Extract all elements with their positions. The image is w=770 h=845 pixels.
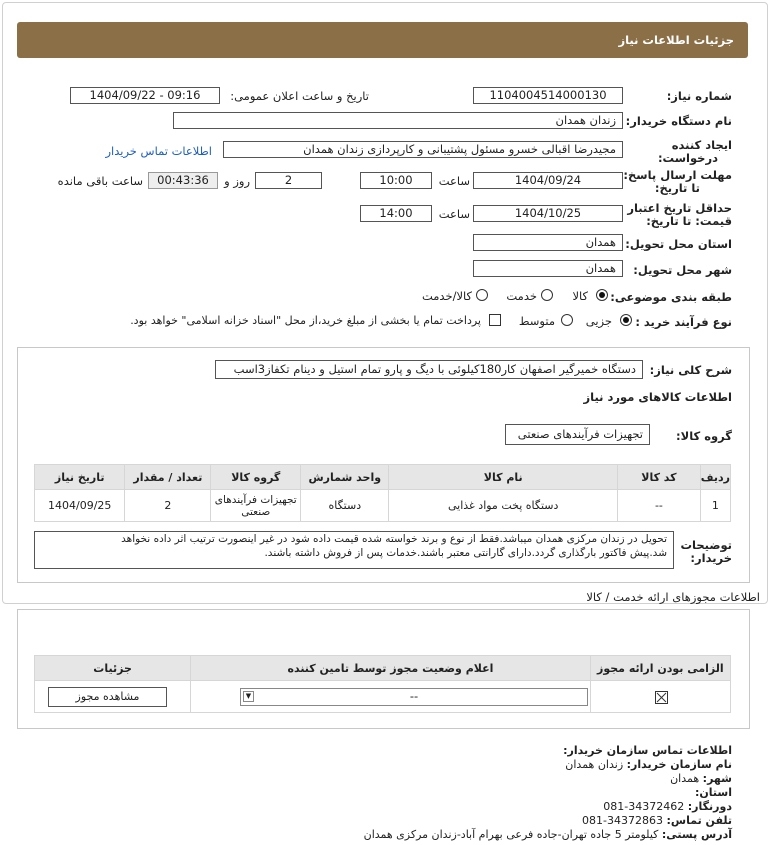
buyer-contact-link[interactable]: اطلاعات تماس خریدار [105,144,212,158]
contact-org-label: نام سازمان خریدار: [626,758,732,771]
creator-label-2: درخواست: [657,151,718,165]
contact-city-label: شهر: [702,772,732,785]
validity-date-field: 1404/10/25 [473,205,623,222]
process-radio-medium[interactable] [561,314,573,326]
announce-label: تاریخ و ساعت اعلان عمومی: [230,89,369,103]
col-group: گروه کالا [211,465,301,490]
dropdown-arrow-icon: ▼ [243,691,254,702]
deadline-days-field: 2 [255,172,322,189]
col-quantity: تعداد / مقدار [125,465,211,490]
cell-code: -- [618,490,701,522]
cross-icon [656,692,667,703]
goods-table-header [35,465,731,490]
category-radio-goods[interactable] [596,289,608,301]
announce-field: 1404/09/22 - 09:16 [70,87,220,104]
notes-label-1: توضیحات [680,538,732,552]
page-title: جزئیات اطلاعات نیاز [618,33,734,47]
validity-label-1: حداقل تاریخ اعتبار [627,201,732,215]
contact-fax-row [603,800,732,813]
cell-row: 1 [700,490,730,522]
cell-quantity: 2 [125,490,211,522]
category-label: طبقه بندی موضوعی: [610,290,732,304]
treasury-checkbox[interactable] [489,314,501,326]
process-option-minor: جزیی [585,314,612,328]
permit-status-value: -- [409,689,419,703]
province-label: استان محل تحویل: [625,237,732,251]
col-row: ردیف [700,465,730,490]
contact-org-row [565,758,732,771]
col-name: نام کالا [389,465,618,490]
deadline-label-1: مهلت ارسال پاسخ: [623,168,732,182]
category-option-goods: کالا [572,289,588,303]
contact-province-label: استان: [695,786,732,799]
city-field: همدان [473,260,623,277]
validity-label-2: قیمت: تا تاریخ: [646,214,732,228]
goods-info-title: اطلاعات کالاهای مورد نیاز [583,390,732,404]
process-option-medium: متوسط [518,314,555,328]
deadline-time-field: 10:00 [360,172,432,189]
remaining-time-field: 00:43:36 [148,172,218,189]
contact-fax-value: 34372462-081 [603,800,685,813]
remaining-time-label: ساعت باقی مانده [57,174,143,188]
col-unit: واحد شمارش [301,465,389,490]
contact-fax-label: دورنگار: [687,800,732,813]
col-permit-required: الزامی بودن ارائه مجوز [590,656,730,681]
cell-name: دستگاه پخت مواد غذایی [389,490,618,522]
notes-field [34,531,674,569]
deadline-days-label: روز و [224,174,250,188]
col-permit-status: اعلام وضعیت مجوز توسط تامین کننده [191,656,591,681]
cell-unit: دستگاه [301,490,389,522]
contact-province-row [695,786,732,799]
contact-phone-value: 34372863-081 [582,814,664,827]
need-number-field: 1104004514000130 [473,87,623,104]
contact-address-row [364,828,732,841]
city-label: شهر محل تحویل: [633,263,732,277]
goods-table [34,464,731,522]
col-code: کد کالا [618,465,701,490]
contact-city-row [670,772,732,785]
view-permit-button[interactable]: مشاهده مجوز [48,687,167,707]
deadline-date-field: 1404/09/24 [473,172,623,189]
summary-label: شرح کلی نیاز: [649,363,732,377]
contact-city-value: همدان [670,772,700,785]
permits-title: اطلاعات مجوزهای ارائه خدمت / کالا [586,590,760,604]
contact-title: اطلاعات تماس سازمان خریدار: [563,744,732,757]
col-need-date: تاریخ نیاز [35,465,125,490]
contact-address-label: آدرس پستی: [661,828,732,841]
notes-line-1: تحویل در زندان مرکزی همدان میباشد.فقط از نوع و برند خواسته شده قیمت داده شود در غیر اینصورت ترتیب اثر داده نخواهد [121,533,667,545]
category-option-service: خدمت [506,289,537,303]
page-header [17,22,748,58]
col-details: جزئیات [35,656,191,681]
validity-time-label: ساعت [438,207,470,221]
process-radio-minor[interactable] [620,314,632,326]
contact-phone-label: تلفن تماس: [666,814,732,827]
category-radio-service[interactable] [541,289,553,301]
summary-field: دستگاه خمیرگیر اصفهان کار180کیلوئی با دیگ و پارو تمام استیل و دینام تکفاز3اسب [215,360,643,379]
process-label: نوع فرآیند خرید : [635,315,732,329]
notes-line-2: شد.پیش فاکتور بارگذاری گردد.دارای گارانتی معتبر باشند.خدمات پس از فروش داشته باشند. [264,547,667,559]
goods-group-label: گروه کالا: [676,429,732,443]
validity-time-field: 14:00 [360,205,432,222]
creator-label-1: ایجاد کننده [671,138,732,152]
deadline-label-2: تا تاریخ: [654,181,700,195]
need-number-label: شماره نیاز: [666,89,732,103]
province-field: همدان [473,234,623,251]
treasury-note: پرداخت تمام یا بخشی از مبلغ خرید،از محل "اسناد خزانه اسلامی" خواهد بود. [130,314,481,327]
deadline-time-label: ساعت [438,174,470,188]
table-row [35,490,731,522]
contact-org-value: زندان همدان [565,758,624,771]
buyer-org-field: زندان همدان [173,112,623,129]
permit-required-checkbox [655,691,668,704]
category-radio-both[interactable] [476,289,488,301]
category-option-both: کالا/خدمت [421,289,472,303]
creator-field: مجیدرضا اقبالی خسرو مسئول پشتیبانی و کارپردازی زندان همدان [223,141,623,158]
cell-group: تجهیزات فرآیندهای صنعتی [211,490,301,522]
contact-phone-row [582,814,732,827]
contact-address-value: کیلومتر 5 جاده تهران-جاده فرعی بهرام آباد-زندان مرکزی همدان [363,828,659,841]
goods-group-field: تجهیزات فرآیندهای صنعتی [505,424,650,445]
buyer-org-label: نام دستگاه خریدار: [625,114,732,128]
notes-label-2: خریدار: [690,551,732,565]
permits-table-header [35,656,731,681]
cell-need-date: 1404/09/25 [35,490,125,522]
permit-status-select[interactable] [240,688,588,706]
